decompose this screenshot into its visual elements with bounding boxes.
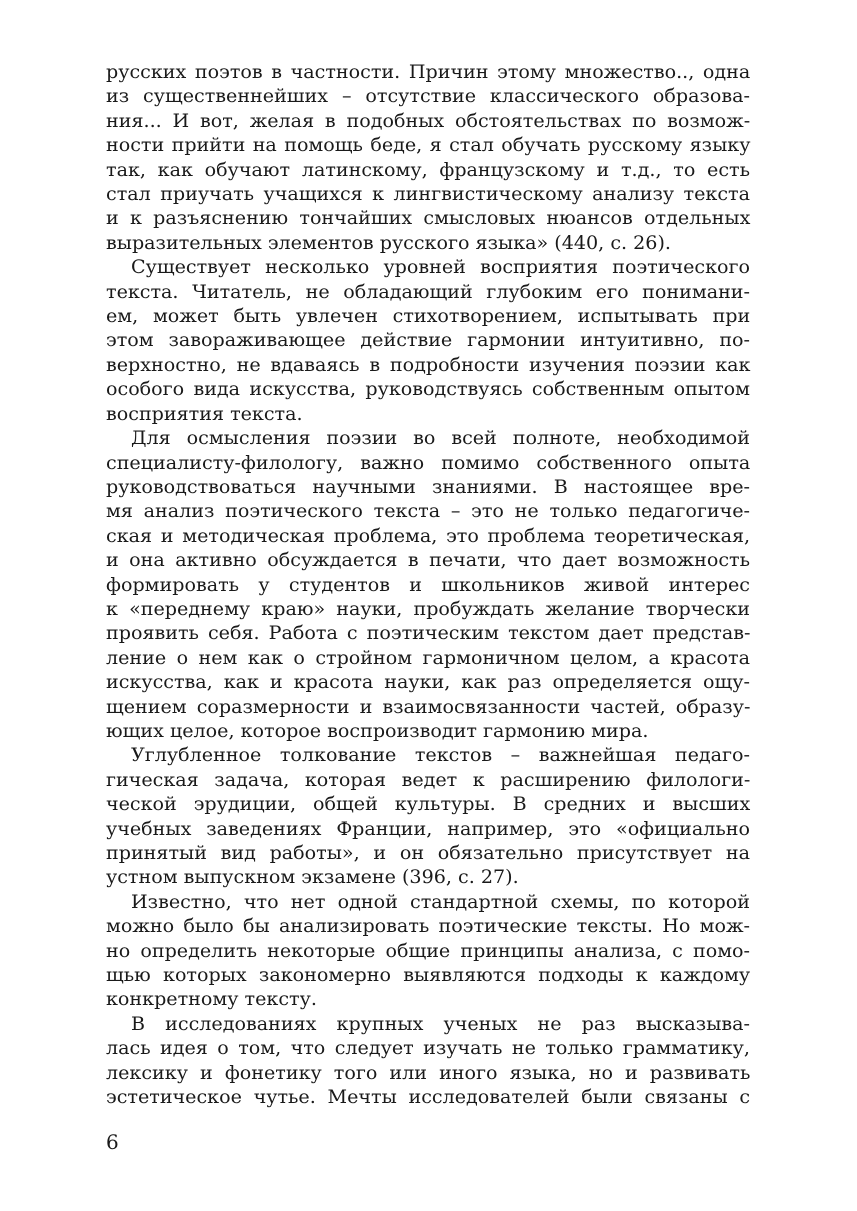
page-number: 6 [106,1130,119,1154]
paragraph-5 [106,890,750,1012]
text-line: лексику и фонетику того или иного языка, но и развивать [106,1060,751,1084]
text-line: Существует несколько уровней восприятия поэтического [131,255,750,279]
text-line: к «переднему краю» науки, пробуждать желание творчески [106,596,750,620]
text-line: щью которых закономерно выявляются подходы к каждому [106,963,751,987]
text-line: Для осмысления поэзии во всей полноте, необходимой [131,426,750,450]
text-line: особого вида искусства, руководствуясь собственным опытом [106,377,750,401]
text-line: верхностно, не вдаваясь в подробности изучения поэзии как [106,352,751,376]
text-line: ление о нем как о стройном гармоничном целом, а красота [106,645,750,669]
text-line: восприятия текста. [106,401,303,425]
text-line: специалисту-филологу, важно помимо собственного опыта [106,450,751,474]
text-line: можно было бы анализировать поэтические тексты. Но мож- [106,914,750,938]
text-line: Известно, что нет одной стандартной схемы, по которой [131,889,750,913]
text-line: но определить некоторые общие принципы анализа, с помо- [106,938,750,962]
text-line: искусства, как и красота науки, как раз определяется ощу- [106,670,750,694]
text-line: текста. Читатель, не обладающий глубоким его понимани- [106,279,750,303]
text-line: устном выпускном экзамене (396, с. 27). [106,865,519,889]
text-line: ности прийти на помощь беде, я стал обучать русскому языку [106,133,751,157]
text-line: проявить себя. Работа с поэтическим текстом дает представ- [106,621,751,645]
text-line: ем, может быть увлечен стихотворением, испытывать при [106,304,751,328]
text-line: и она активно обсуждается в печати, что дает возможность [106,548,750,572]
text-line: руководствоваться научными знаниями. В настоящее вре- [106,474,750,498]
text-line: учебных заведениях Франции, например, это «официально [106,816,750,840]
text-line: ская и методическая проблема, это проблема теоретическая, [106,523,751,547]
text-line: принятый вид работы», и он обязательно присутствует на [106,841,750,864]
paragraph-2 [106,255,750,426]
paragraph-6 [106,1012,750,1110]
text-line: мя анализ поэтического текста – это не только педагогиче- [106,499,750,523]
text-line: стал приучать учащихся к лингвистическому анализу текста [106,182,750,206]
text-line: русских поэтов в частности. Причин этому множество.., одна [106,60,751,83]
text-line: лась идея о том, что следует изучать не только грамматику, [106,1036,750,1060]
text-line: гическая задача, которая ведет к расширению филологи- [106,767,751,791]
paragraph-4 [106,743,750,889]
text-line: ния... И вот, желая в подобных обстоятельствах по возмож- [106,108,751,132]
text-line: из существеннейших – отсутствие классического образова- [106,84,750,108]
text-line: этом завораживающее действие гармонии интуитивно, по- [106,328,750,352]
text-line: и к разъяснению тончайших смысловых нюансов отдельных [106,206,751,230]
paragraph-3 [106,426,750,743]
text-line: ческой эрудиции, общей культуры. В средних и высших [106,792,751,816]
text-line: формировать у студентов и школьников живой интерес [106,572,750,596]
text-line: выразительных элементов русского языка» (440, с. 26). [106,230,671,254]
text-line: ющих целое, которое воспроизводит гармонию мира. [106,718,649,742]
text-line: так, как обучают латинскому, французскому и т.д., то есть [106,157,750,181]
text-line: Углубленное толкование текстов – важнейшая педаго- [131,743,750,767]
text-line: эстетическое чутье. Мечты исследователей были связаны с [106,1085,751,1109]
paragraph-1 [106,60,750,255]
text-line: щением соразмерности и взаимосвязанности частей, образу- [106,694,751,718]
text-line: конкретному тексту. [106,987,317,1011]
text-line: В исследованиях крупных ученых не раз высказыва- [131,1011,750,1035]
body-text [106,60,750,1109]
